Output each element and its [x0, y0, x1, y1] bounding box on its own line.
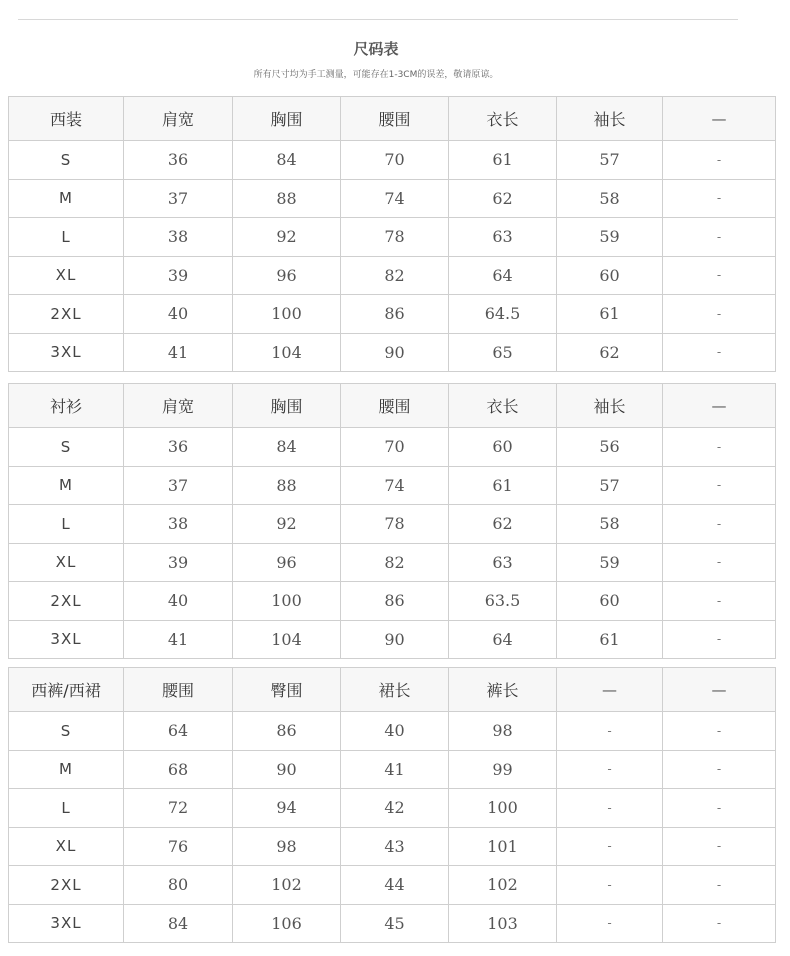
measurement-cell: 63	[449, 543, 557, 582]
column-header: 衣长	[449, 97, 557, 141]
measurement-cell: 56	[557, 428, 663, 467]
measurement-cell: 106	[233, 904, 341, 943]
measurement-cell: -	[663, 712, 776, 751]
table-row	[9, 750, 776, 789]
column-header: 胸围	[233, 97, 341, 141]
table-row	[9, 466, 776, 505]
measurement-cell: 82	[341, 256, 449, 295]
size-cell: XL	[9, 827, 124, 866]
table-row	[9, 505, 776, 544]
measurement-cell: -	[557, 866, 663, 905]
page-title: 尺码表	[353, 40, 399, 58]
measurement-cell: 98	[449, 712, 557, 751]
column-header: —	[557, 668, 663, 712]
measurement-cell: 42	[341, 789, 449, 828]
column-header: 腰围	[341, 97, 449, 141]
measurement-cell: -	[663, 295, 776, 334]
measurement-cell: 88	[233, 466, 341, 505]
measurement-cell: 104	[233, 333, 341, 372]
measurement-cell: 37	[124, 179, 233, 218]
measurement-cell: 102	[449, 866, 557, 905]
column-header: —	[663, 668, 776, 712]
measurement-cell: 43	[341, 827, 449, 866]
measurement-cell: 72	[124, 789, 233, 828]
column-header: 腰围	[341, 384, 449, 428]
measurement-cell: 62	[449, 505, 557, 544]
column-header: 肩宽	[124, 97, 233, 141]
measurement-cell: 38	[124, 218, 233, 257]
measurement-cell: -	[557, 827, 663, 866]
measurement-cell: -	[663, 750, 776, 789]
table-header-row	[9, 97, 776, 141]
measurement-cell: 78	[341, 505, 449, 544]
size-cell: XL	[9, 256, 124, 295]
table-row	[9, 218, 776, 257]
column-header: 西装	[9, 97, 124, 141]
measurement-cell: 59	[557, 543, 663, 582]
size-cell: 3XL	[9, 333, 124, 372]
size-cell: XL	[9, 543, 124, 582]
measurement-cell: 39	[124, 543, 233, 582]
measurement-cell: 64.5	[449, 295, 557, 334]
table-row	[9, 256, 776, 295]
measurement-cell: 92	[233, 218, 341, 257]
measurement-cell: -	[663, 466, 776, 505]
measurement-cell: 61	[449, 466, 557, 505]
measurement-cell: 90	[341, 333, 449, 372]
measurement-cell: 40	[341, 712, 449, 751]
measurement-cell: 40	[124, 582, 233, 621]
shirt-size-table	[8, 383, 776, 659]
measurement-cell: 96	[233, 543, 341, 582]
column-header: —	[663, 97, 776, 141]
measurement-cell: -	[557, 712, 663, 751]
size-cell: S	[9, 141, 124, 180]
measurement-cell: 86	[233, 712, 341, 751]
column-header: 肩宽	[124, 384, 233, 428]
measurement-cell: 86	[341, 295, 449, 334]
measurement-cell: 62	[449, 179, 557, 218]
measurement-cell: 94	[233, 789, 341, 828]
column-header: 袖长	[557, 384, 663, 428]
measurement-cell: 100	[233, 295, 341, 334]
measurement-cell: 96	[233, 256, 341, 295]
table-header-row	[9, 384, 776, 428]
table-header-row	[9, 668, 776, 712]
measurement-cell: 40	[124, 295, 233, 334]
measurement-cell: -	[663, 904, 776, 943]
size-cell: L	[9, 505, 124, 544]
table-row	[9, 789, 776, 828]
column-header: 臀围	[233, 668, 341, 712]
page-subtitle: 所有尺寸均为手工测量，可能存在1-3CM的误差，敬请原谅。	[253, 70, 499, 80]
measurement-cell: -	[663, 428, 776, 467]
measurement-cell: -	[663, 866, 776, 905]
measurement-cell: 61	[449, 141, 557, 180]
table-row	[9, 333, 776, 372]
measurement-cell: 92	[233, 505, 341, 544]
measurement-cell: -	[663, 582, 776, 621]
table-row	[9, 712, 776, 751]
column-header: 袖长	[557, 97, 663, 141]
column-header: 腰围	[124, 668, 233, 712]
measurement-cell: -	[663, 620, 776, 659]
measurement-cell: 36	[124, 141, 233, 180]
measurement-cell: -	[663, 827, 776, 866]
size-cell: 3XL	[9, 904, 124, 943]
measurement-cell: 57	[557, 466, 663, 505]
measurement-cell: 74	[341, 466, 449, 505]
measurement-cell: -	[663, 789, 776, 828]
measurement-cell: 84	[233, 428, 341, 467]
measurement-cell: 62	[557, 333, 663, 372]
measurement-cell: 36	[124, 428, 233, 467]
measurement-cell: 60	[557, 582, 663, 621]
measurement-cell: 44	[341, 866, 449, 905]
measurement-cell: 58	[557, 505, 663, 544]
table-row	[9, 141, 776, 180]
measurement-cell: 37	[124, 466, 233, 505]
measurement-cell: 65	[449, 333, 557, 372]
column-header: —	[663, 384, 776, 428]
trousers-skirt-size-table	[8, 667, 776, 943]
column-header: 裤长	[449, 668, 557, 712]
table-row	[9, 428, 776, 467]
measurement-cell: 64	[124, 712, 233, 751]
size-cell: M	[9, 179, 124, 218]
measurement-cell: 59	[557, 218, 663, 257]
measurement-cell: -	[663, 333, 776, 372]
size-cell: 2XL	[9, 582, 124, 621]
table-row	[9, 620, 776, 659]
measurement-cell: 60	[449, 428, 557, 467]
suit-size-table	[8, 96, 776, 372]
measurement-cell: 84	[124, 904, 233, 943]
measurement-cell: -	[663, 256, 776, 295]
size-cell: 2XL	[9, 295, 124, 334]
measurement-cell: 101	[449, 827, 557, 866]
top-divider	[18, 19, 738, 20]
measurement-cell: 80	[124, 866, 233, 905]
measurement-cell: 104	[233, 620, 341, 659]
measurement-cell: 45	[341, 904, 449, 943]
measurement-cell: -	[663, 179, 776, 218]
measurement-cell: 102	[233, 866, 341, 905]
measurement-cell: 76	[124, 827, 233, 866]
measurement-cell: 63.5	[449, 582, 557, 621]
measurement-cell: 61	[557, 295, 663, 334]
measurement-cell: 90	[341, 620, 449, 659]
measurement-cell: 98	[233, 827, 341, 866]
measurement-cell: -	[557, 750, 663, 789]
measurement-cell: 78	[341, 218, 449, 257]
column-header: 西裤/西裙	[9, 668, 124, 712]
column-header: 衣长	[449, 384, 557, 428]
measurement-cell: 58	[557, 179, 663, 218]
size-cell: 2XL	[9, 866, 124, 905]
measurement-cell: 74	[341, 179, 449, 218]
measurement-cell: 41	[124, 333, 233, 372]
measurement-cell: 70	[341, 141, 449, 180]
measurement-cell: -	[663, 505, 776, 544]
measurement-cell: 64	[449, 620, 557, 659]
table-row	[9, 866, 776, 905]
table-row	[9, 582, 776, 621]
column-header: 裙长	[341, 668, 449, 712]
measurement-cell: 88	[233, 179, 341, 218]
size-cell: M	[9, 466, 124, 505]
table-row	[9, 904, 776, 943]
measurement-cell: 61	[557, 620, 663, 659]
measurement-cell: -	[557, 789, 663, 828]
measurement-cell: -	[663, 141, 776, 180]
size-cell: M	[9, 750, 124, 789]
measurement-cell: -	[557, 904, 663, 943]
measurement-cell: 70	[341, 428, 449, 467]
size-cell: L	[9, 789, 124, 828]
measurement-cell: 41	[124, 620, 233, 659]
measurement-cell: 82	[341, 543, 449, 582]
measurement-cell: 68	[124, 750, 233, 789]
size-cell: S	[9, 712, 124, 751]
measurement-cell: 103	[449, 904, 557, 943]
measurement-cell: 39	[124, 256, 233, 295]
column-header: 胸围	[233, 384, 341, 428]
measurement-cell: 100	[449, 789, 557, 828]
table-row	[9, 543, 776, 582]
measurement-cell: 99	[449, 750, 557, 789]
table-row	[9, 179, 776, 218]
table-row	[9, 295, 776, 334]
measurement-cell: 63	[449, 218, 557, 257]
measurement-cell: -	[663, 218, 776, 257]
measurement-cell: 38	[124, 505, 233, 544]
measurement-cell: 84	[233, 141, 341, 180]
measurement-cell: 41	[341, 750, 449, 789]
column-header: 衬衫	[9, 384, 124, 428]
measurement-cell: -	[663, 543, 776, 582]
size-cell: 3XL	[9, 620, 124, 659]
table-row	[9, 827, 776, 866]
measurement-cell: 100	[233, 582, 341, 621]
measurement-cell: 60	[557, 256, 663, 295]
measurement-cell: 86	[341, 582, 449, 621]
measurement-cell: 64	[449, 256, 557, 295]
size-cell: S	[9, 428, 124, 467]
measurement-cell: 57	[557, 141, 663, 180]
measurement-cell: 90	[233, 750, 341, 789]
size-cell: L	[9, 218, 124, 257]
